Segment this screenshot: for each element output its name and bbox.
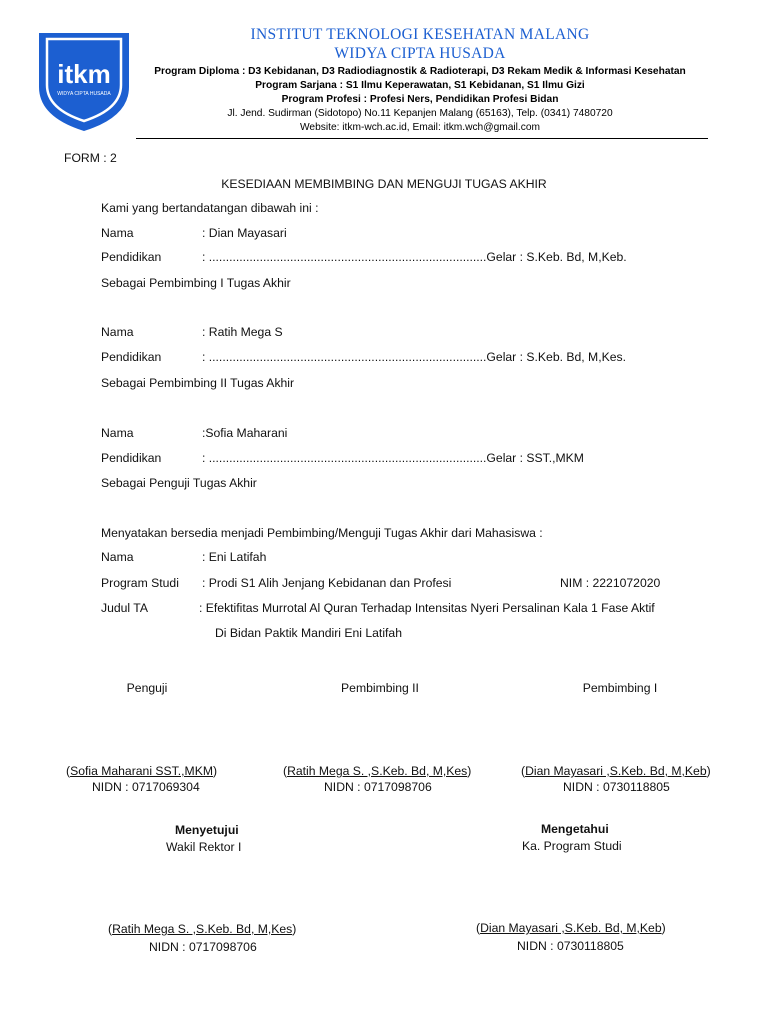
penguji-nidn: NIDN : 0717069304 <box>92 780 200 794</box>
person3-pendidikan-label: Pendidikan <box>101 451 162 465</box>
student-nama-value: : Eni Latifah <box>202 550 267 564</box>
logo-subtext: WIDYA CIPTA HUSADA <box>57 91 111 97</box>
approval-left-nidn: NIDN : 0717098706 <box>149 940 257 954</box>
approval-left-name-block: (Ratih Mega S. ,S.Keb. Bd, M,Kes) <box>108 922 297 936</box>
penguji-name-block: (Sofia Maharani SST.,MKM) <box>66 764 218 778</box>
student-prodi-value: : Prodi S1 Alih Jenjang Kebidanan dan Profesi <box>202 576 452 590</box>
program-profesi: Program Profesi : Profesi Ners, Pendidikan Profesi Bidan <box>281 94 559 105</box>
person1-pendidikan-value: : ..................................................................................Gelar : S.Keb. Bd, M,Keb. <box>202 250 627 264</box>
person3-nama-value: :Sofia Maharani <box>202 426 288 440</box>
person1-pendidikan-label: Pendidikan <box>101 250 162 264</box>
pembimbing1-name-block: (Dian Mayasari ,S.Keb. Bd, M,Keb) <box>521 764 711 778</box>
person2-role: Sebagai Pembimbing II Tugas Akhir <box>101 376 295 390</box>
person3-role: Sebagai Penguji Tugas Akhir <box>101 476 257 490</box>
person1-nama-value: : Dian Mayasari <box>202 226 287 240</box>
institution-subname: WIDYA CIPTA HUSADA <box>334 45 506 62</box>
approval-right-name-block: (Dian Mayasari ,S.Keb. Bd, M,Keb) <box>476 921 666 935</box>
person2-pendidikan-value: : ..................................................................................Gelar : S.Keb. Bd, M,Kes. <box>202 350 626 364</box>
program-sarjana: Program Sarjana : S1 Ilmu Keperawatan, S1 Kebidanan, S1 Ilmu Gizi <box>255 80 585 91</box>
pembimbing1-name: Dian Mayasari ,S.Keb. Bd, M,Keb <box>525 764 707 778</box>
institution-name: INSTITUT TEKNOLOGI KESEHATAN MALANG <box>250 26 590 43</box>
person2-nama-value: : Ratih Mega S <box>202 325 283 339</box>
address: Jl. Jend. Sudirman (Sidotopo) No.11 Kepanjen Malang (65163), Telp. (0341) 7480720 <box>227 108 613 119</box>
pembimbing1-nidn: NIDN : 0730118805 <box>563 780 670 794</box>
pembimbing2-name: Ratih Mega S. ,S.Keb. Bd, M,Kes <box>287 764 468 778</box>
person2-pendidikan-label: Pendidikan <box>101 350 162 364</box>
logo-text: itkm <box>57 59 111 89</box>
approval-right-subtitle: Ka. Program Studi <box>522 839 622 853</box>
approval-left-name: Ratih Mega S. ,S.Keb. Bd, M,Kes <box>112 922 293 936</box>
student-prodi-label: Program Studi <box>101 576 179 590</box>
pembimbing2-title: Pembimbing II <box>341 681 419 695</box>
person3-pendidikan-value: : ..................................................................................Gelar : SST.,MKM <box>202 451 584 465</box>
student-judul-line1: : Efektifitas Murrotal Al Quran Terhadap Intensitas Nyeri Persalinan Kala 1 Fase Aktif <box>199 601 655 615</box>
intro-text: Kami yang bertandatangan dibawah ini : <box>101 201 319 215</box>
approval-left-title: Menyetujui <box>175 823 239 837</box>
statement-text: Menyatakan bersedia menjadi Pembimbing/Menguji Tugas Akhir dari Mahasiswa : <box>101 526 543 540</box>
approval-left-subtitle: Wakil Rektor I <box>166 840 242 854</box>
student-judul-label: Judul TA <box>101 601 148 615</box>
student-nama-label: Nama <box>101 550 134 564</box>
student-nim: NIM : 2221072020 <box>560 576 661 590</box>
penguji-name: Sofia Maharani SST.,MKM <box>70 764 213 778</box>
website: Website: itkm-wch.ac.id, Email: itkm.wch@gmail.com <box>300 122 540 133</box>
form-number: FORM : 2 <box>64 151 117 165</box>
header-divider <box>136 138 708 139</box>
person1-role: Sebagai Pembimbing I Tugas Akhir <box>101 276 291 290</box>
student-judul-line2: Di Bidan Paktik Mandiri Eni Latifah <box>215 626 402 640</box>
person2-nama-label: Nama <box>101 325 134 339</box>
person3-nama-label: Nama <box>101 426 134 440</box>
program-diploma: Program Diploma : D3 Kebidanan, D3 Radiodiagnostik & Radioterapi, D3 Rekam Medik & Informasi Kesehatan <box>154 66 686 77</box>
approval-right-title: Mengetahui <box>541 822 609 836</box>
pembimbing1-title: Pembimbing I <box>582 681 658 695</box>
approval-right-nidn: NIDN : 0730118805 <box>517 939 624 953</box>
person1-nama-label: Nama <box>101 226 134 240</box>
form-title: KESEDIAAN MEMBIMBING DAN MENGUJI TUGAS AKHIR <box>221 177 547 191</box>
pembimbing2-name-block: (Ratih Mega S. ,S.Keb. Bd, M,Kes) <box>283 764 472 778</box>
pembimbing2-nidn: NIDN : 0717098706 <box>324 780 432 794</box>
itkm-logo <box>33 25 135 135</box>
approval-right-name: Dian Mayasari ,S.Keb. Bd, M,Keb <box>480 921 662 935</box>
penguji-title: Penguji <box>126 681 168 695</box>
